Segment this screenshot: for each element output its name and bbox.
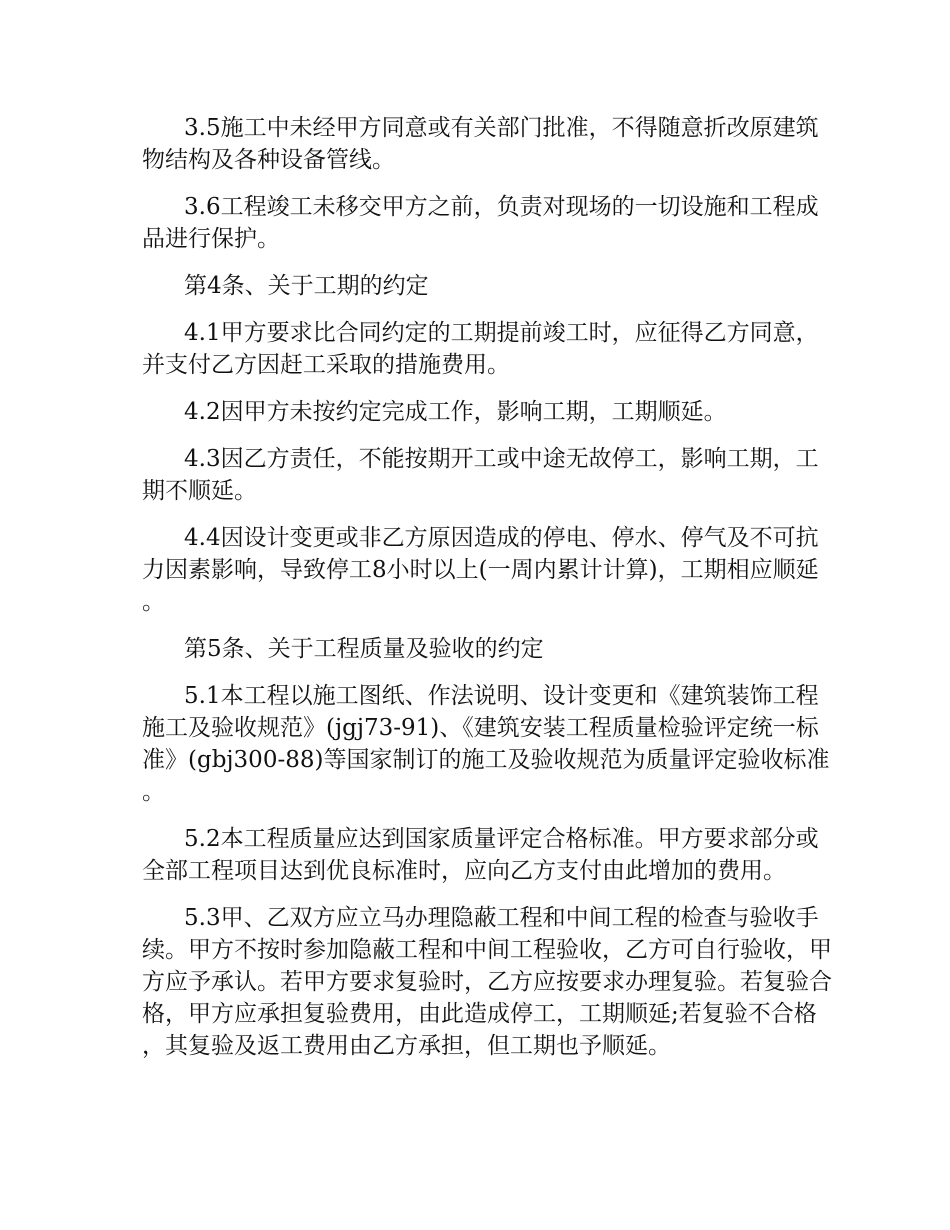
clause-5-2: 5.2本工程质量应达到国家质量评定合格标准。甲方要求部分或全部工程项目达到优良标准时，应向乙方支付由此增加的费用。 — [142, 826, 819, 884]
clause-3-5: 3.5施工中未经甲方同意或有关部门批准，不得随意折改原建筑物结构及各种设备管线。 — [142, 115, 819, 173]
clause-4-3: 4.3因乙方责任，不能按期开工或中途无故停工，影响工期，工期不顺延。 — [142, 446, 819, 504]
clause-4-2: 4.2因甲方未按约定完成工作，影响工期，工期顺延。 — [184, 399, 727, 425]
clause-4-4: 4.4因设计变更或非乙方原因造成的停电、停水、停气及不可抗力因素影响，导致停工8小时以上(一周内累计计算)，工期相应顺延。 — [142, 525, 819, 615]
section-heading-4: 第4条、关于工期的约定 — [184, 273, 429, 299]
clause-5-3: 5.3甲、乙双方应立马办理隐蔽工程和中间工程的检查与验收手续。甲方不按时参加隐蔽工程和中间工程验收，乙方可自行验收，甲方应予承认。若甲方要求复验时，乙方应按要求办理复验。若复验合格，甲方应承担复验费用，由此造成停工，工期顺延;若复验不合格，其复验及返工费用由乙方承担，但工期也予顺延。 — [142, 905, 832, 1059]
clause-4-1: 4.1甲方要求比合同约定的工期提前竣工时，应征得乙方同意，并支付乙方因赶工采取的措施费用。 — [142, 320, 819, 378]
clause-3-6: 3.6工程竣工未移交甲方之前，负责对现场的一切设施和工程成品进行保护。 — [142, 194, 819, 252]
clause-5-1: 5.1本工程以施工图纸、作法说明、设计变更和《建筑装饰工程施工及验收规范》(jgj73-91)、《建筑安装工程质量检验评定统一标准》(gbj300-88)等国家制订的施工及验收规范为质量评定验收标准。 — [142, 683, 830, 805]
section-heading-5: 第5条、关于工程质量及验收的约定 — [184, 636, 544, 662]
document-page — [142, 112, 832, 1077]
